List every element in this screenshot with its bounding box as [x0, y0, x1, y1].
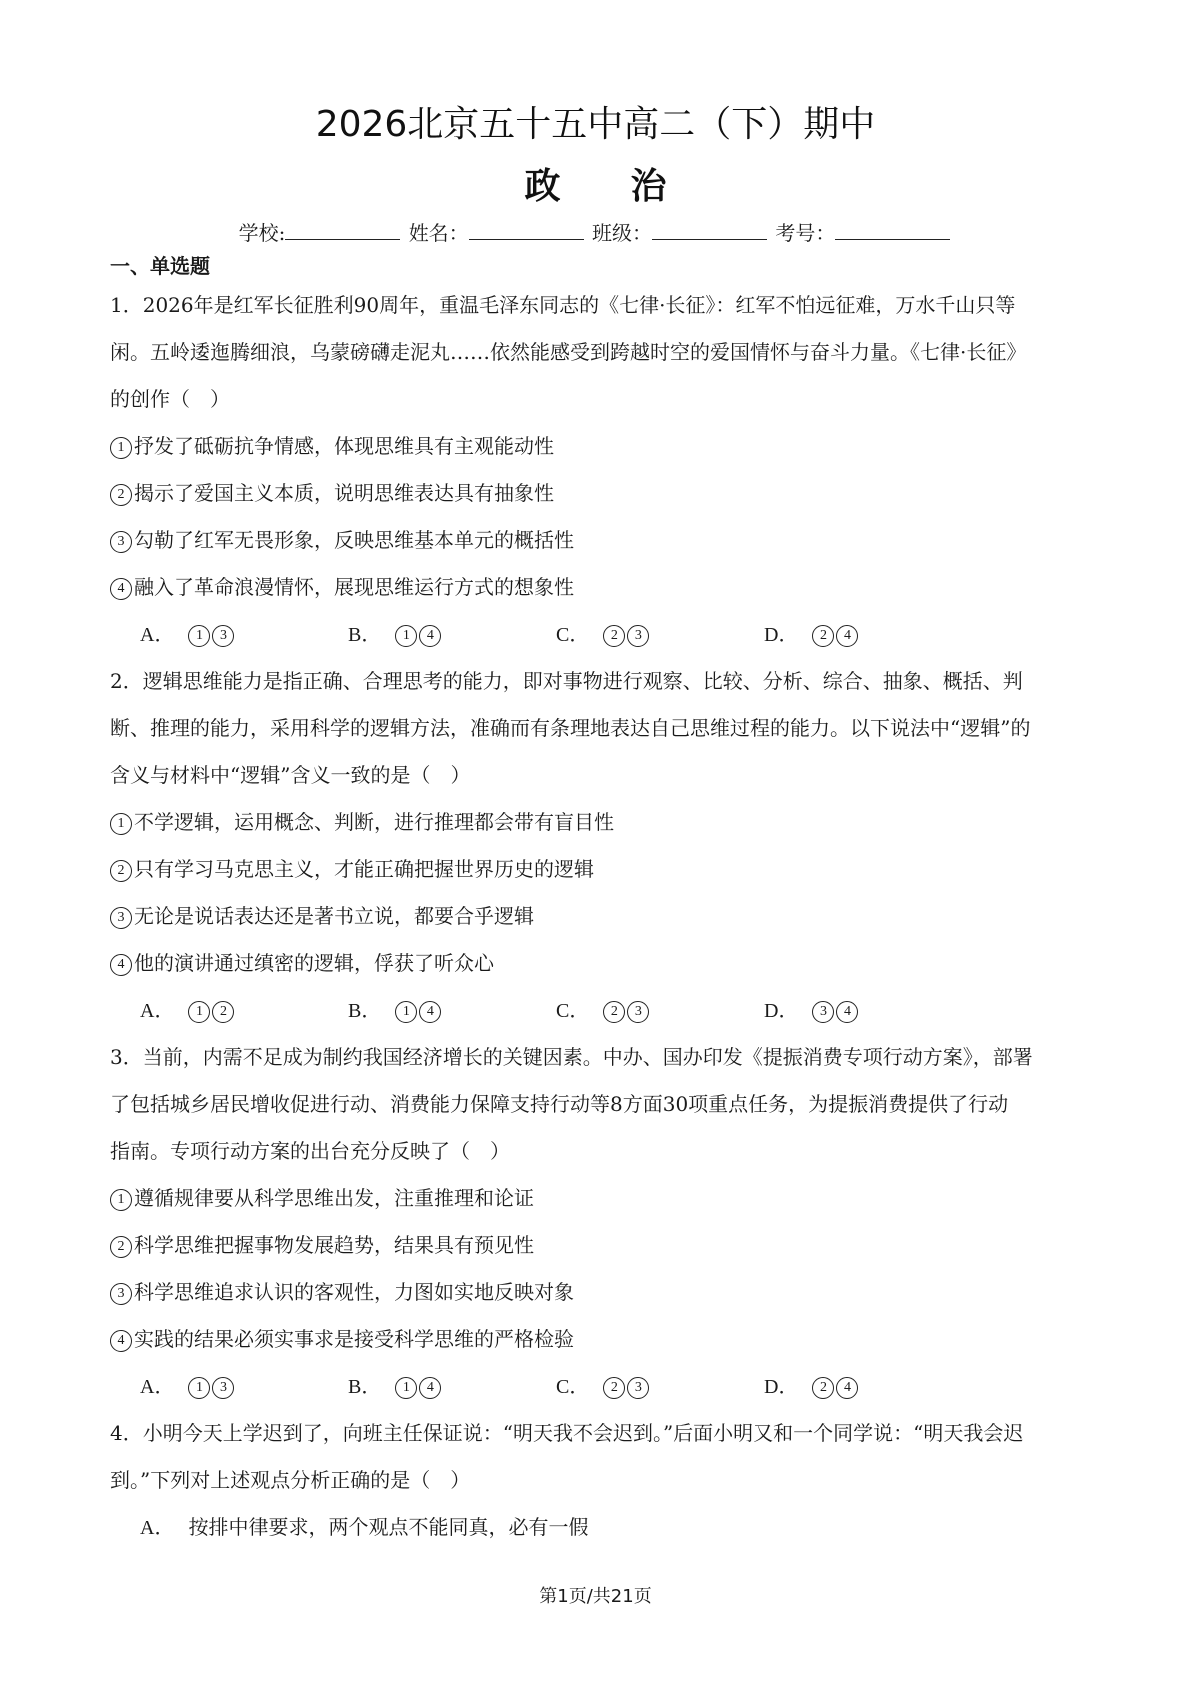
statement-item	[110, 846, 1080, 893]
statement-item	[110, 1222, 1080, 1269]
answer-option[interactable]	[140, 1363, 348, 1411]
circled-number: 1	[110, 813, 132, 835]
answer-option[interactable]	[348, 987, 556, 1035]
question-2	[110, 658, 1080, 1034]
statement-text: 勾勒了红军无畏形象，反映思维基本单元的概括性	[134, 528, 574, 552]
question-stem-line: 1．2026年是红军长征胜利90周年，重温毛泽东同志的《七律·长征》：红军不怕远征难，万水千山只等	[110, 293, 1016, 317]
circled-number: 4	[419, 1377, 441, 1399]
circled-number: 3	[627, 625, 649, 647]
circled-number: 4	[110, 954, 132, 976]
option-letter: D．	[764, 1376, 799, 1398]
name-label: 姓名：	[408, 221, 469, 245]
school-label: 学校:	[238, 221, 286, 245]
section-heading: 一、单选题	[110, 254, 210, 278]
option-letter: A．	[140, 624, 175, 646]
statement-item	[110, 423, 1080, 470]
circled-number: 4	[419, 625, 441, 647]
statement-item	[110, 564, 1080, 611]
circled-number: 3	[110, 531, 132, 553]
statement-item	[110, 940, 1080, 987]
circled-number: 1	[110, 437, 132, 459]
question-stem-line: 指南。专项行动方案的出台充分反映了（ ）	[110, 1139, 510, 1163]
statement-text: 揭示了爱国主义本质，说明思维表达具有抽象性	[134, 481, 554, 505]
statement-item	[110, 799, 1080, 846]
statement-item	[110, 470, 1080, 517]
statement-text: 科学思维把握事物发展趋势，结果具有预见性	[134, 1233, 534, 1257]
option-letter: C．	[556, 1376, 590, 1398]
circled-number: 4	[110, 1330, 132, 1352]
class-blank[interactable]	[652, 217, 767, 240]
statement-text: 他的演讲通过缜密的逻辑，俘获了听众心	[134, 951, 494, 975]
option-text: 按排中律要求，两个观点不能同真，必有一假	[188, 1515, 589, 1539]
answer-options	[110, 611, 1080, 658]
circled-number: 3	[212, 625, 234, 647]
exam-number-blank[interactable]	[835, 217, 950, 240]
circled-number: 1	[188, 625, 210, 647]
option-letter: B．	[348, 1000, 382, 1022]
page-footer: 第1页/共21页	[539, 1586, 652, 1607]
statement-text: 遵循规律要从科学思维出发，注重推理和论证	[134, 1186, 534, 1210]
question-stem-line: 了包括城乡居民增收促进行动、消费能力保障支持行动等8方面30项重点任务，为提振消费提供了行动	[110, 1092, 1009, 1116]
statement-text: 无论是说话表达还是著书立说，都要合乎逻辑	[134, 904, 534, 928]
option-letter: B．	[348, 624, 382, 646]
answer-option[interactable]	[348, 1363, 556, 1411]
circled-number: 2	[110, 1236, 132, 1258]
exam-number-label: 考号：	[775, 221, 836, 245]
question-stem-line: 的创作（ ）	[110, 387, 230, 411]
name-blank[interactable]	[469, 217, 584, 240]
question-4	[110, 1410, 1080, 1551]
option-letter: A．	[140, 1376, 175, 1398]
statement-text: 科学思维追求认识的客观性，力图如实地反映对象	[134, 1280, 574, 1304]
statement-text: 不学逻辑，运用概念、判断，进行推理都会带有盲目性	[134, 810, 614, 834]
option-letter: A．	[140, 1517, 175, 1539]
circled-number: 4	[836, 1001, 858, 1023]
question-stem-line: 到。”下列对上述观点分析正确的是（ ）	[110, 1468, 471, 1492]
option-letter: D．	[764, 1000, 799, 1022]
answer-option[interactable]	[140, 987, 348, 1035]
answer-option[interactable]	[110, 1504, 1080, 1551]
question-1	[110, 282, 1080, 658]
subject-title: 政治	[524, 166, 737, 207]
question-stem-line: 3．当前，内需不足成为制约我国经济增长的关键因素。中办、国办印发《提振消费专项行动方案》，部署	[110, 1045, 1033, 1069]
answer-option[interactable]	[556, 1363, 764, 1411]
statement-text: 实践的结果必须实事求是接受科学思维的严格检验	[134, 1327, 574, 1351]
option-letter: B．	[348, 1376, 382, 1398]
answer-option[interactable]	[348, 611, 556, 659]
circled-number: 2	[603, 1377, 625, 1399]
circled-number: 2	[212, 1001, 234, 1023]
question-stem-line: 4．小明今天上学迟到了，向班主任保证说：“明天我不会迟到。”后面小明又和一个同学说：“明天我会迟	[110, 1421, 1024, 1445]
option-letter: C．	[556, 624, 590, 646]
circled-number: 3	[812, 1001, 834, 1023]
circled-number: 1	[395, 1001, 417, 1023]
circled-number: 2	[812, 625, 834, 647]
circled-number: 2	[603, 625, 625, 647]
circled-number: 1	[188, 1377, 210, 1399]
circled-number: 2	[812, 1377, 834, 1399]
question-stem-line: 闲。五岭逶迤腾细浪，乌蒙磅礴走泥丸……依然能感受到跨越时空的爱国情怀与奋斗力量。《七律·长征》	[110, 340, 1027, 364]
school-blank[interactable]	[285, 217, 400, 240]
option-letter: A．	[140, 1000, 175, 1022]
answer-option[interactable]	[764, 611, 972, 659]
circled-number: 3	[110, 907, 132, 929]
circled-number: 2	[110, 860, 132, 882]
answer-options	[110, 1363, 1080, 1410]
question-stem-line: 含义与材料中“逻辑”含义一致的是（ ）	[110, 763, 471, 787]
option-letter: C．	[556, 1000, 590, 1022]
questions-list	[110, 282, 1080, 1551]
circled-number: 2	[110, 484, 132, 506]
answer-options	[110, 987, 1080, 1034]
circled-number: 1	[188, 1001, 210, 1023]
circled-number: 3	[212, 1377, 234, 1399]
circled-number: 1	[395, 625, 417, 647]
circled-number: 3	[627, 1001, 649, 1023]
statement-text: 只有学习马克思主义，才能正确把握世界历史的逻辑	[134, 857, 594, 881]
circled-number: 3	[627, 1377, 649, 1399]
student-info-row	[0, 217, 1191, 248]
question-3	[110, 1034, 1080, 1410]
statement-text: 融入了革命浪漫情怀，展现思维运行方式的想象性	[134, 575, 574, 599]
question-stem-line: 2．逻辑思维能力是指正确、合理思考的能力，即对事物进行观察、比较、分析、综合、抽象、概括、判	[110, 669, 1023, 693]
circled-number: 4	[110, 578, 132, 600]
circled-number: 3	[110, 1283, 132, 1305]
question-stem-line: 断、推理的能力，采用科学的逻辑方法，准确而有条理地表达自己思维过程的能力。以下说法中“逻辑”的	[110, 716, 1031, 740]
statement-item	[110, 517, 1080, 564]
answer-option[interactable]	[764, 1363, 972, 1411]
circled-number: 4	[836, 1377, 858, 1399]
circled-number: 4	[419, 1001, 441, 1023]
answer-option[interactable]	[764, 987, 972, 1035]
statement-item	[110, 1175, 1080, 1222]
statement-item	[110, 893, 1080, 940]
answer-option[interactable]	[556, 987, 764, 1035]
statement-item	[110, 1316, 1080, 1363]
statement-text: 抒发了砥砺抗争情感，体现思维具有主观能动性	[134, 434, 554, 458]
answer-option[interactable]	[140, 611, 348, 659]
circled-number: 2	[603, 1001, 625, 1023]
circled-number: 1	[110, 1189, 132, 1211]
class-label: 班级：	[592, 221, 653, 245]
answer-option[interactable]	[556, 611, 764, 659]
statement-item	[110, 1269, 1080, 1316]
exam-title: 2026北京五十五中高二（下）期中	[315, 104, 876, 145]
circled-number: 1	[395, 1377, 417, 1399]
circled-number: 4	[836, 625, 858, 647]
option-letter: D．	[764, 624, 799, 646]
